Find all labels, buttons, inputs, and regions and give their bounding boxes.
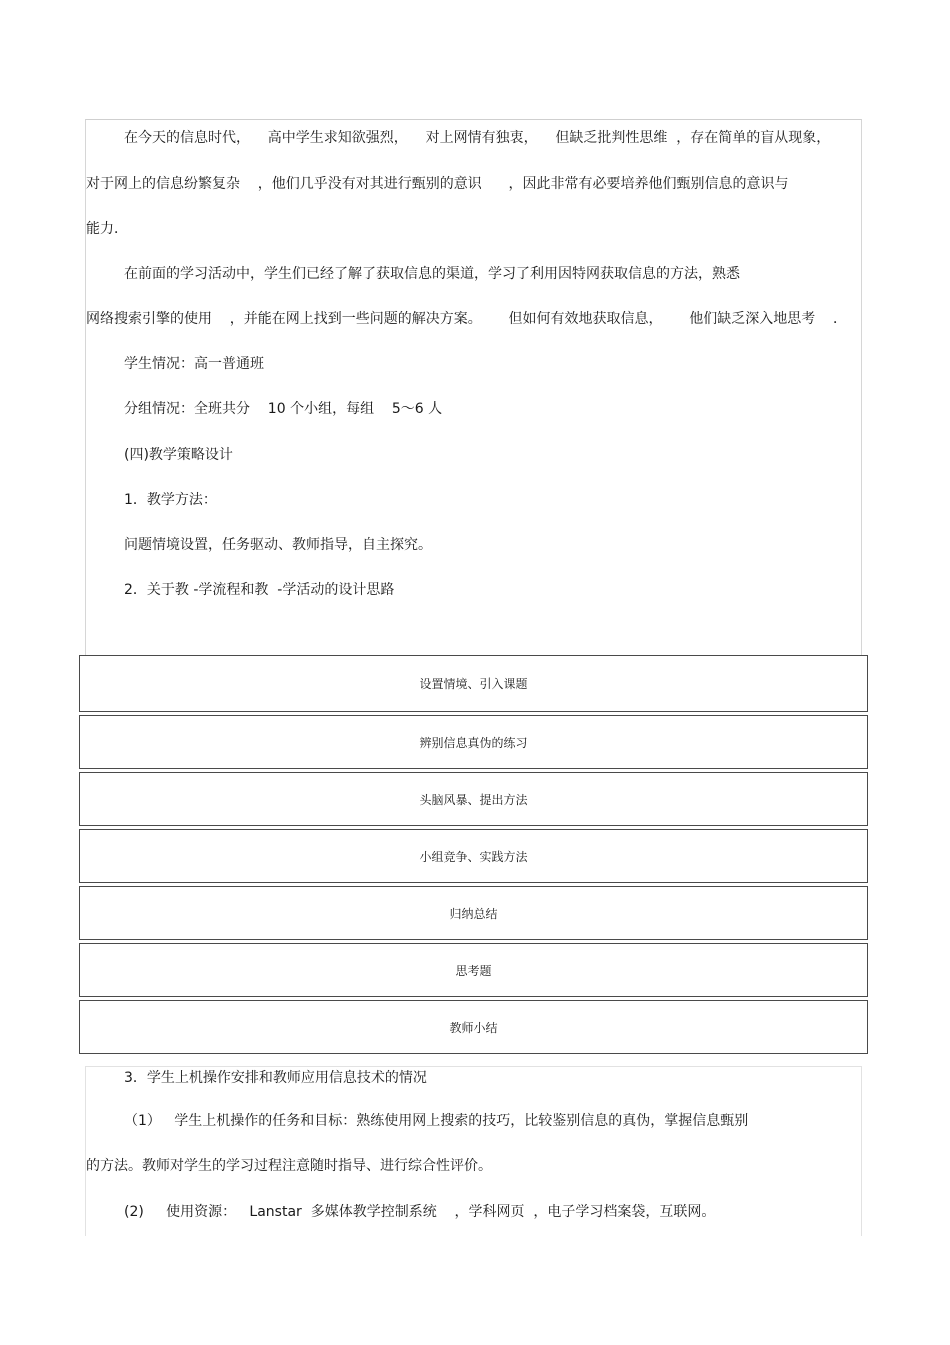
item-3-title: 3．学生上机操作安排和教师应用信息技术的情况 <box>124 1070 427 1086</box>
flow-step: 教师小结 <box>79 1000 868 1054</box>
item-1-title: 1．教学方法： <box>124 492 217 508</box>
flow-step: 设置情境、引入课题 <box>79 655 868 712</box>
flow-step: 头脑风暴、提出方法 <box>79 772 868 826</box>
item-3-sub-2: (2) 使用资源： Lanstar 多媒体教学控制系统 ，学科网页 ，电子学习档案袋，互联网。 <box>124 1204 716 1220</box>
flow-step: 归纳总结 <box>79 886 868 940</box>
group-info: 分组情况：全班共分 10 个小组，每组 5～6 人 <box>124 401 443 417</box>
item-3-sub-1-line-2: 的方法。教师对学生的学习过程注意随时指导、进行综合性评价。 <box>86 1158 492 1174</box>
upper-text-frame <box>85 119 862 656</box>
flow-step: 辨别信息真伪的练习 <box>79 715 868 769</box>
paragraph-prior-line-1: 在前面的学习活动中，学生们已经了解了获取信息的渠道，学习了利用因特网获取信息的方法，熟悉 <box>124 266 740 282</box>
flow-step: 小组竞争、实践方法 <box>79 829 868 883</box>
paragraph-intro-line-2: 对于网上的信息纷繁复杂 ，他们几乎没有对其进行甄别的意识 ，因此非常有必要培养他们甄别信息的意识与 <box>86 176 789 192</box>
paragraph-intro-line-1: 在今天的信息时代， 高中学生求知欲强烈， 对上网情有独衷， 但缺乏批判性思维 ，存在简单的盲从现象， <box>124 130 831 146</box>
paragraph-intro-line-3: 能力． <box>86 221 128 237</box>
item-3-sub-1-line-1: （1） 学生上机操作的任务和目标：熟练使用网上搜索的技巧，比较鉴别信息的真伪，掌握信息甄别 <box>124 1113 749 1129</box>
teaching-flowchart <box>79 655 868 1054</box>
flow-step: 思考题 <box>79 943 868 997</box>
item-2-title: 2．关于教 -学流程和教 -学活动的设计思路 <box>124 582 395 598</box>
student-info: 学生情况：高一普通班 <box>124 356 264 372</box>
item-1-body: 问题情境设置，任务驱动、教师指导，自主探究。 <box>124 537 432 553</box>
paragraph-prior-line-2: 网络搜索引擎的使用 ，并能在网上找到一些问题的解决方案。 但如何有效地获取信息， 他们缺乏深入地思考 ． <box>86 311 848 327</box>
section-heading-strategy: (四)教学策略设计 <box>124 447 233 463</box>
